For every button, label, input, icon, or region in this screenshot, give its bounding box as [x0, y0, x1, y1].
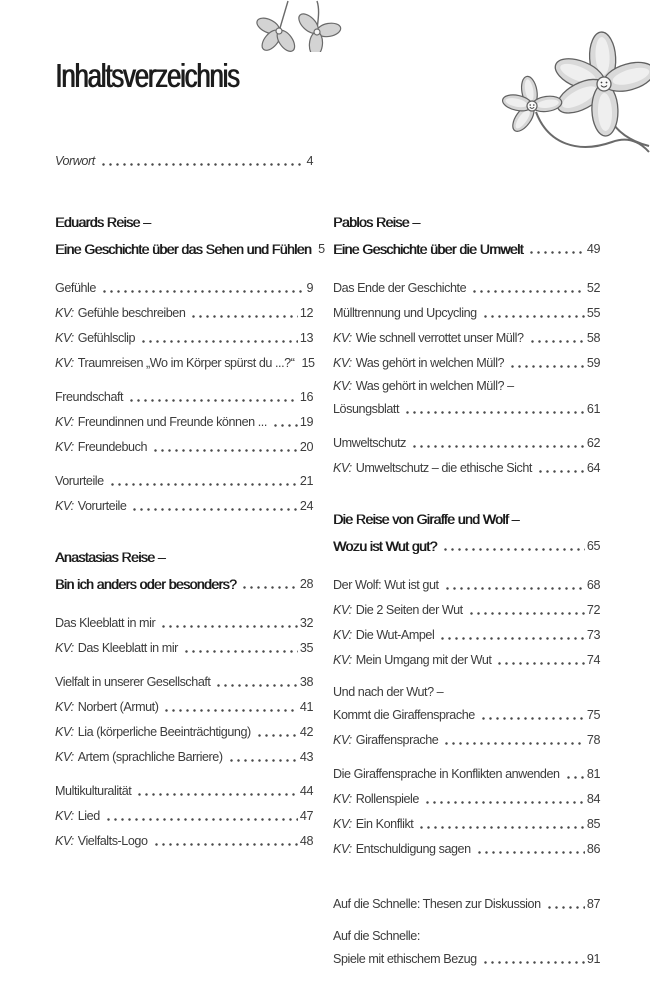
dot-leader [482, 315, 585, 318]
page-number: 86 [586, 842, 600, 856]
toc-entry-line1: KV: Was gehört in welchen Müll? – [333, 379, 514, 393]
page-number: 21 [299, 474, 313, 488]
kv-prefix: KV: [55, 306, 74, 320]
toc-entry: Gefühle 9 [55, 281, 313, 295]
dot-leader [190, 315, 297, 318]
page-number: 62 [586, 436, 600, 450]
page-number: 65 [586, 539, 600, 553]
page-number: 73 [586, 628, 600, 642]
page-number: 52 [586, 281, 600, 295]
kv-prefix: KV: [55, 725, 74, 739]
page-number: 13 [299, 331, 313, 345]
dot-leader [404, 411, 585, 414]
dot-leader [100, 163, 305, 166]
dot-leader [272, 424, 298, 427]
kv-prefix: KV: [55, 809, 74, 823]
toc-entry: KV: Gefühle beschreiben 12 [55, 306, 313, 320]
toc-entry: Das Ende der Geschichte 52 [333, 281, 600, 295]
kv-prefix: KV: [55, 834, 74, 848]
dot-leader [109, 483, 298, 486]
kv-prefix: KV: [333, 331, 352, 345]
toc-entry: Multikulturalität 44 [55, 784, 313, 798]
dot-leader [183, 650, 298, 653]
toc-entry: KV: Rollenspiele 84 [333, 792, 600, 806]
section-heading-line1: Eduards Reise – [55, 214, 151, 230]
section-heading [333, 210, 600, 258]
toc-entry-line2: Lösungsblatt 61 [333, 402, 600, 416]
section-giraffe-und-wolf [333, 507, 600, 858]
dot-leader [529, 340, 585, 343]
dot-leader [131, 508, 297, 511]
page-number: 38 [299, 675, 313, 689]
section-heading-line1: Die Reise von Giraffe und Wolf – [333, 511, 519, 527]
page-number: 85 [586, 817, 600, 831]
kv-prefix: KV: [333, 653, 352, 667]
flower-doodle-pair-icon [250, 0, 345, 52]
section-entries [55, 607, 313, 850]
dot-leader [424, 801, 585, 804]
toc-entry: Mülltrennung und Upcycling 55 [333, 306, 600, 320]
page-number: 74 [586, 653, 600, 667]
section-entries [55, 272, 313, 515]
page-number: 84 [586, 792, 600, 806]
dot-leader [468, 612, 585, 615]
kv-prefix: KV: [55, 415, 74, 429]
kv-prefix: KV: [55, 440, 74, 454]
toc-entry: KV: Umweltschutz – die ethische Sicht 64 [333, 461, 600, 475]
dot-leader [476, 851, 585, 854]
section-entries [333, 888, 600, 968]
dot-leader [480, 717, 585, 720]
dot-leader [152, 449, 298, 452]
page-number: 58 [586, 331, 600, 345]
page-number: 68 [586, 578, 600, 592]
toc-entry: KV: Mein Umgang mit der Wut 74 [333, 653, 600, 667]
dot-leader [153, 843, 298, 846]
toc-entry: Die Giraffensprache in Konflikten anwenden 81 [333, 767, 600, 781]
section-heading [333, 507, 600, 555]
kv-prefix: KV: [333, 461, 352, 475]
kv-prefix: KV: [333, 817, 352, 831]
kv-prefix: KV: [333, 842, 352, 856]
toc-entry-line2: Kommt die Giraffensprache 75 [333, 708, 600, 722]
section-heading-line1: Pablos Reise – [333, 214, 420, 230]
kv-prefix: KV: [55, 700, 74, 714]
toc-entry: KV: Das Kleeblatt in mir 35 [55, 641, 313, 655]
page-number: 81 [586, 767, 600, 781]
page-number: 47 [299, 809, 313, 823]
section-heading [55, 545, 313, 593]
toc-entry: KV: Lia (körperliche Beeinträchtigung) 42 [55, 725, 313, 739]
toc-column-left [55, 210, 325, 968]
toc-entry: KV: Vielfalts-Logo 48 [55, 834, 313, 848]
dot-leader [163, 709, 297, 712]
page-number: 15 [301, 356, 315, 370]
page-number: 9 [306, 281, 313, 295]
page-number: 16 [299, 390, 313, 404]
toc-columns [55, 210, 600, 968]
section-auf-die-schnelle [333, 888, 600, 968]
section-heading-line2: Bin ich anders oder besonders? 28 [55, 576, 313, 592]
dot-leader [565, 776, 585, 779]
toc-entry: Vielfalt in unserer Gesellschaft 38 [55, 675, 313, 689]
section-eduards-reise [55, 210, 325, 515]
dot-leader [101, 290, 304, 293]
toc-entry: KV: Freundebuch 20 [55, 440, 313, 454]
page-number: 59 [586, 356, 600, 370]
toc-entry: Vorurteile 21 [55, 474, 313, 488]
page-number: 61 [586, 402, 600, 416]
dot-leader [482, 961, 585, 964]
page-number: 12 [299, 306, 313, 320]
dot-leader [496, 662, 584, 665]
section-heading-line2: Eine Geschichte über die Umwelt 49 [333, 241, 600, 257]
toc-entry-line1: Und nach der Wut? – [333, 685, 444, 699]
page-number: 43 [299, 750, 313, 764]
kv-prefix: KV: [55, 356, 74, 370]
toc-entry: KV: Artem (sprachliche Barriere) 43 [55, 750, 313, 764]
page-number: 49 [586, 242, 600, 256]
dot-leader [256, 734, 298, 737]
dot-leader [140, 340, 298, 343]
kv-prefix: KV: [333, 379, 352, 393]
dot-leader [528, 251, 585, 254]
kv-prefix: KV: [55, 331, 74, 345]
page-number: 44 [299, 784, 313, 798]
page-number: 75 [586, 708, 600, 722]
toc-entry: KV: Traumreisen „Wo im Körper spürst du ...?“ 15 [55, 356, 315, 370]
page-title: Inhaltsverzeichnis [55, 57, 239, 94]
dot-leader [443, 742, 585, 745]
page-number: 20 [299, 440, 313, 454]
toc-page [55, 56, 600, 968]
section-heading [55, 210, 325, 258]
dot-leader [241, 586, 298, 589]
dot-leader [228, 759, 298, 762]
page-number: 48 [299, 834, 313, 848]
page-number: 28 [299, 577, 313, 591]
toc-entry: Umweltschutz 62 [333, 436, 600, 450]
page-number: 24 [299, 499, 313, 513]
toc-entry: KV: Norbert (Armut) 41 [55, 700, 313, 714]
toc-entry: KV: Freundinnen und Freunde können ... 19 [55, 415, 313, 429]
page-number: 78 [586, 733, 600, 747]
vorwort-label: Vorwort [55, 154, 95, 168]
section-heading-line1: Anastasias Reise – [55, 549, 165, 565]
page-number: 72 [586, 603, 600, 617]
kv-prefix: KV: [333, 628, 352, 642]
section-heading-line2: Wozu ist Wut gut? 65 [333, 538, 600, 554]
section-heading-line2: Eine Geschichte über das Sehen und Fühlen 5 [55, 241, 325, 257]
toc-entry-line2: Spiele mit ethischem Bezug 91 [333, 952, 600, 966]
section-anastasias-reise [55, 545, 313, 850]
page-number: 32 [299, 616, 313, 630]
toc-entry: KV: Lied 47 [55, 809, 313, 823]
page-number: 5 [318, 242, 325, 256]
dot-leader [442, 548, 585, 551]
page-number: 91 [586, 952, 600, 966]
toc-entry: Auf die Schnelle: Thesen zur Diskussion 87 [333, 897, 600, 911]
page-number: 19 [299, 415, 313, 429]
toc-entry: KV: Vorurteile 24 [55, 499, 313, 513]
dot-leader [444, 587, 585, 590]
dot-leader [136, 793, 298, 796]
toc-column-right [333, 210, 600, 968]
page-number: 4 [306, 154, 313, 168]
dot-leader [215, 684, 297, 687]
section-pablos-reise [333, 210, 600, 477]
dot-leader [439, 637, 585, 640]
kv-prefix: KV: [55, 641, 74, 655]
page-number: 64 [586, 461, 600, 475]
toc-entry-line1: Auf die Schnelle: [333, 929, 420, 943]
dot-leader [537, 470, 585, 473]
kv-prefix: KV: [333, 603, 352, 617]
vorwort-entry [55, 145, 313, 170]
section-entries [333, 272, 600, 477]
kv-prefix: KV: [333, 356, 352, 370]
dot-leader [411, 445, 585, 448]
kv-prefix: KV: [55, 499, 74, 513]
kv-prefix: KV: [333, 733, 352, 747]
toc-entry: KV: Gefühlsclip 13 [55, 331, 313, 345]
toc-entry: Freundschaft 16 [55, 390, 313, 404]
dot-leader [160, 625, 298, 628]
page-number: 41 [299, 700, 313, 714]
toc-entry: KV: Die 2 Seiten der Wut 72 [333, 603, 600, 617]
page-number: 35 [299, 641, 313, 655]
section-entries [333, 569, 600, 858]
toc-entry: KV: Giraffensprache 78 [333, 733, 600, 747]
dot-leader [128, 399, 298, 402]
dot-leader [546, 906, 585, 909]
page-number: 55 [586, 306, 600, 320]
kv-prefix: KV: [55, 750, 74, 764]
dot-leader [418, 826, 585, 829]
dot-leader [509, 365, 585, 368]
toc-entry: KV: Entschuldigung sagen 86 [333, 842, 600, 856]
toc-entry: KV: Was gehört in welchen Müll? 59 [333, 356, 600, 370]
page-number: 42 [299, 725, 313, 739]
toc-entry: Das Kleeblatt in mir 32 [55, 616, 313, 630]
toc-entry: KV: Wie schnell verrottet unser Müll? 58 [333, 331, 600, 345]
dot-leader [471, 290, 585, 293]
toc-entry: KV: Ein Konflikt 85 [333, 817, 600, 831]
dot-leader [105, 818, 298, 821]
page-number: 87 [586, 897, 600, 911]
toc-entry: Der Wolf: Wut ist gut 68 [333, 578, 600, 592]
kv-prefix: KV: [333, 792, 352, 806]
toc-entry: KV: Die Wut-Ampel 73 [333, 628, 600, 642]
